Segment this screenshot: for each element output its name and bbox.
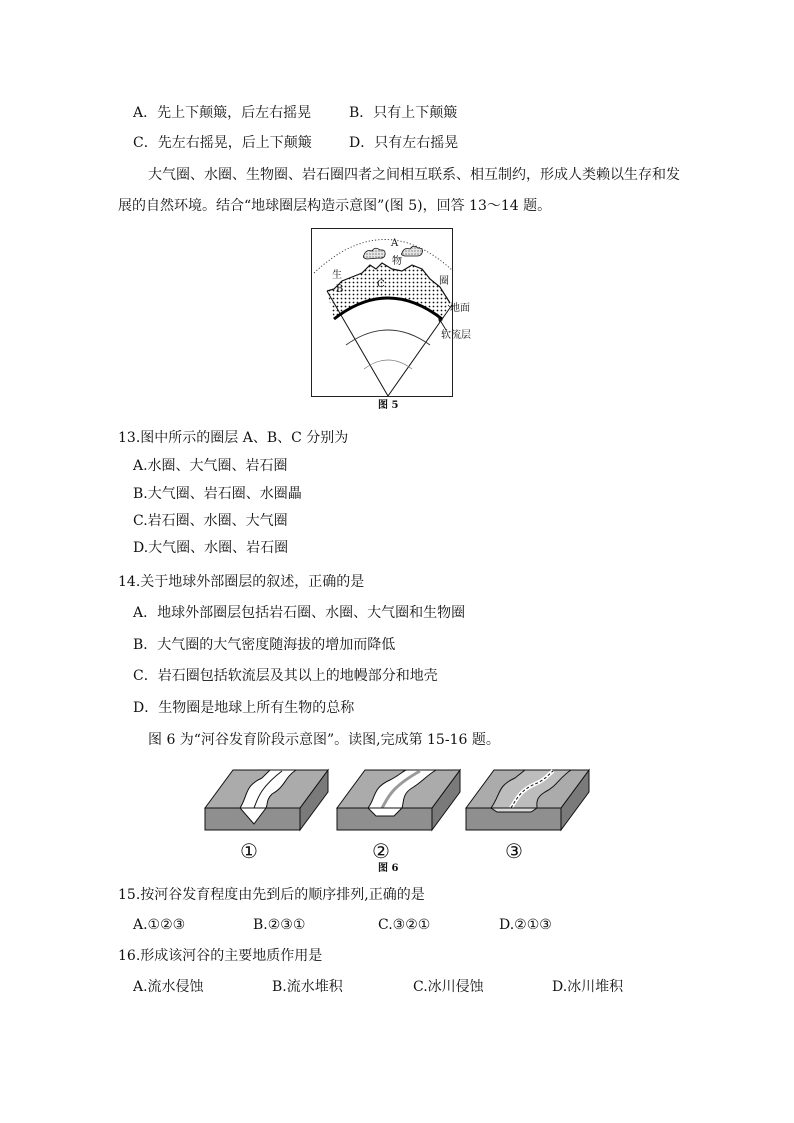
stage-label-3: ③ — [505, 839, 523, 863]
intro-15-16: 图 6 为“河谷发育阶段示意图”。读图,完成第 15-16 题。 — [148, 732, 500, 748]
q13-option-a: A.水圈、大气圈、岩石圈 — [133, 458, 288, 474]
asthenosphere-pointer-line — [440, 320, 446, 330]
figure-6-caption: 图 6 — [378, 863, 399, 874]
q12-option-d: D．只有左右摇晃 — [349, 135, 459, 151]
valley-block-stage-2 — [337, 770, 460, 830]
cloud-right — [401, 246, 422, 256]
q16-stem: 16.形成该河谷的主要地质作用是 — [118, 948, 323, 964]
fig5-label-ground: 地面 — [450, 303, 470, 314]
q16-option-b: B.流水堆积 — [272, 979, 343, 995]
q15-option-d: D.②①③ — [499, 917, 552, 933]
q13-option-b: B.大气圈、岩石圈、水圈畾 — [133, 486, 302, 502]
fig5-label-asthenosphere: 软流层 — [441, 330, 471, 341]
fig5-label-b: B — [336, 284, 344, 295]
figure-5-earth-layers-diagram — [311, 228, 453, 397]
valley-block-stage-3 — [466, 770, 589, 830]
q12-option-c: C．先左右摇晃，后上下颠簸 — [133, 135, 312, 151]
intro-13-14-line-2: 展的自然环境。结合“地球圈层构造示意图”(图 5)，回答 13～14 题。 — [118, 198, 552, 214]
asthenosphere-arc — [346, 330, 430, 345]
q15-option-a: A.①②③ — [133, 917, 186, 933]
figure-6-river-valley-stages — [200, 764, 592, 834]
cloud-left — [363, 248, 385, 259]
earth-layers-svg — [312, 229, 454, 398]
q14-option-b: B．大气圈的大气密度随海拔的增加而降低 — [133, 637, 396, 653]
fig5-label-sheng: 生 — [332, 270, 342, 281]
q13-option-c: C.岩石圈、水圈、大气圈 — [133, 513, 288, 529]
q13-option-d: D.大气圈、水圈、岩石圈 — [133, 540, 289, 556]
q13-stem: 13.图中所示的圈层 A、B、C 分别为 — [118, 430, 349, 446]
stage-label-2: ② — [372, 839, 390, 863]
figure-5-caption: 图 5 — [378, 400, 399, 411]
q16-option-a: A.流水侵蚀 — [133, 979, 204, 995]
q14-stem: 14.关于地球外部圈层的叙述，正确的是 — [118, 574, 365, 590]
fig5-label-wu: 物 — [392, 256, 402, 267]
sector-left-edge — [327, 291, 388, 396]
q15-option-c: C.③②① — [378, 917, 431, 933]
q15-stem: 15.按河谷发育程度由先到后的顺序排列,正确的是 — [118, 887, 425, 903]
q14-option-d: D．生物圈是地球上所有生物的总称 — [133, 700, 355, 716]
fig5-label-c: C — [377, 279, 385, 290]
q16-option-c: C.冰川侵蚀 — [413, 979, 484, 995]
q15-option-b: B.②③① — [253, 917, 306, 933]
q12-option-b: B．只有上下颠簸 — [349, 105, 458, 121]
q12-option-a: A．先上下颠簸，后左右摇晃 — [133, 105, 312, 121]
fig5-label-a: A — [391, 238, 399, 249]
sector-right-edge — [388, 305, 452, 396]
stage-label-1: ① — [240, 839, 258, 863]
intro-13-14-line-1: 大气圈、水圈、生物圈、岩石圈四者之间相互联系、相互制约，形成人类赖以生存和发 — [148, 167, 680, 183]
q16-option-d: D.冰川堆积 — [552, 979, 624, 995]
valley-block-stage-1 — [205, 770, 328, 830]
q14-option-a: A．地球外部圈层包括岩石圈、水圈、大气圈和生物圈 — [133, 605, 466, 621]
q14-option-c: C．岩石圈包括软流层及其以上的地幔部分和地壳 — [133, 668, 438, 684]
fig5-label-quan: 圈 — [439, 276, 449, 287]
